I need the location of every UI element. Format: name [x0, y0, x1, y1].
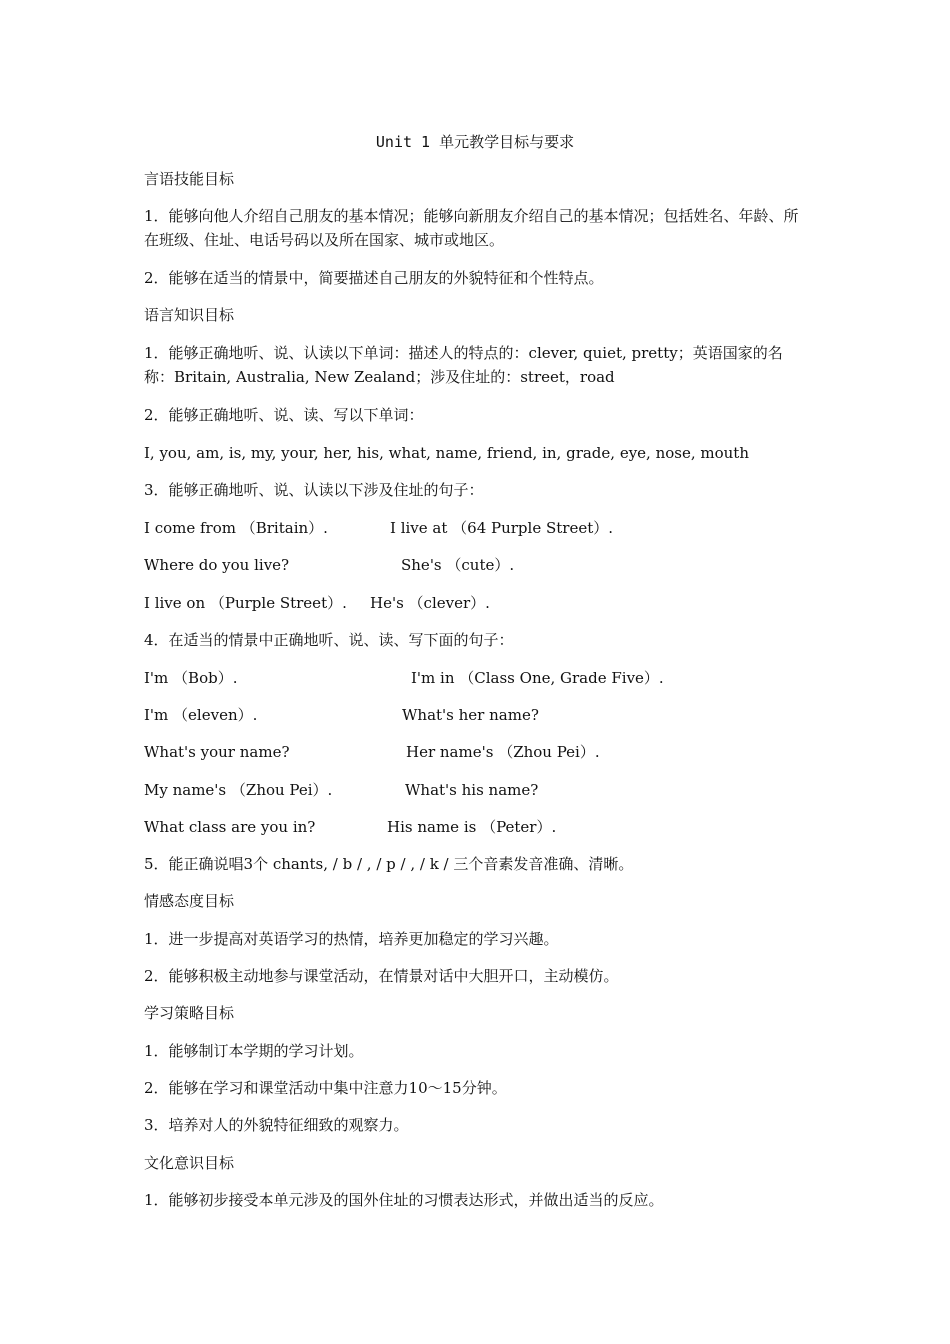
address-sentence-right: She's （cute）. [401, 556, 515, 574]
strategy-item-1: 1．能够制订本学期的学习计划。 [144, 1042, 364, 1060]
skills-item-2: 2．能够在适当的情景中，简要描述自己朋友的外貌特征和个性特点。 [144, 269, 604, 287]
section-heading-skills: 言语技能目标 [144, 170, 235, 188]
address-sentence-right: I live at （64 Purple Street）. [390, 519, 613, 537]
sentence-right: What's his name? [405, 781, 539, 799]
knowledge-item-5: 5．能正确说唱3个 chants, / b / , / p / , / k / 三个音素发音准确、清晰。 [144, 855, 634, 873]
address-sentence-left: I come from （Britain）. [144, 519, 328, 537]
sentence-left: What's your name? [144, 743, 290, 761]
section-heading-knowledge: 语言知识目标 [144, 306, 235, 324]
strategy-item-2: 2．能够在学习和课堂活动中集中注意力10～15分钟。 [144, 1079, 507, 1097]
address-sentence-left: Where do you live? [144, 556, 290, 574]
strategy-item-3: 3．培养对人的外貌特征细致的观察力。 [144, 1116, 409, 1134]
sentence-left: I'm （Bob）. [144, 669, 238, 687]
section-heading-culture: 文化意识目标 [144, 1154, 235, 1172]
section-heading-attitude: 情感态度目标 [144, 892, 235, 910]
sentence-right: His name is （Peter）. [387, 818, 557, 836]
culture-item-1: 1．能够初步接受本单元涉及的国外住址的习惯表达形式，并做出适当的反应。 [144, 1191, 664, 1209]
knowledge-item-3: 3．能够正确地听、说、认读以下涉及住址的句子： [144, 481, 484, 499]
attitude-item-1: 1．进一步提高对英语学习的热情，培养更加稳定的学习兴趣。 [144, 930, 559, 948]
sentence-left: I'm （eleven）. [144, 706, 258, 724]
sentence-left: What class are you in? [144, 818, 316, 836]
section-heading-strategy: 学习策略目标 [144, 1004, 235, 1022]
knowledge-word-list: I, you, am, is, my, your, her, his, what, name, friend, in, grade, eye, nose, mouth [144, 444, 749, 462]
sentence-right: What's her name? [402, 706, 539, 724]
sentence-right: I'm in （Class One, Grade Five）. [411, 669, 664, 687]
knowledge-item-2: 2．能够正确地听、说、读、写以下单词： [144, 406, 424, 424]
attitude-item-2: 2．能够积极主动地参与课堂活动，在情景对话中大胆开口，主动模仿。 [144, 967, 619, 985]
knowledge-item-4: 4．在适当的情景中正确地听、说、读、写下面的句子： [144, 631, 514, 649]
page-title: Unit 1 单元教学目标与要求 [375, 133, 575, 151]
address-sentence-left: I live on （Purple Street）. [144, 594, 347, 612]
sentence-left: My name's （Zhou Pei）. [144, 781, 333, 799]
sentence-right: Her name's （Zhou Pei）. [406, 743, 600, 761]
skills-item-1: 1．能够向他人介绍自己朋友的基本情况；能够向新朋友介绍自己的基本情况；包括姓名、年龄、所在班级、住址、电话号码以及所在国家、城市或地区。 [144, 207, 799, 249]
address-sentence-right: He's （clever）. [370, 594, 490, 612]
knowledge-item-1: 1．能够正确地听、说、认读以下单词：描述人的特点的：clever, quiet, pretty；英语国家的名称：Britain, Australia, New Zealand；涉及住址的：street，road [144, 344, 783, 386]
